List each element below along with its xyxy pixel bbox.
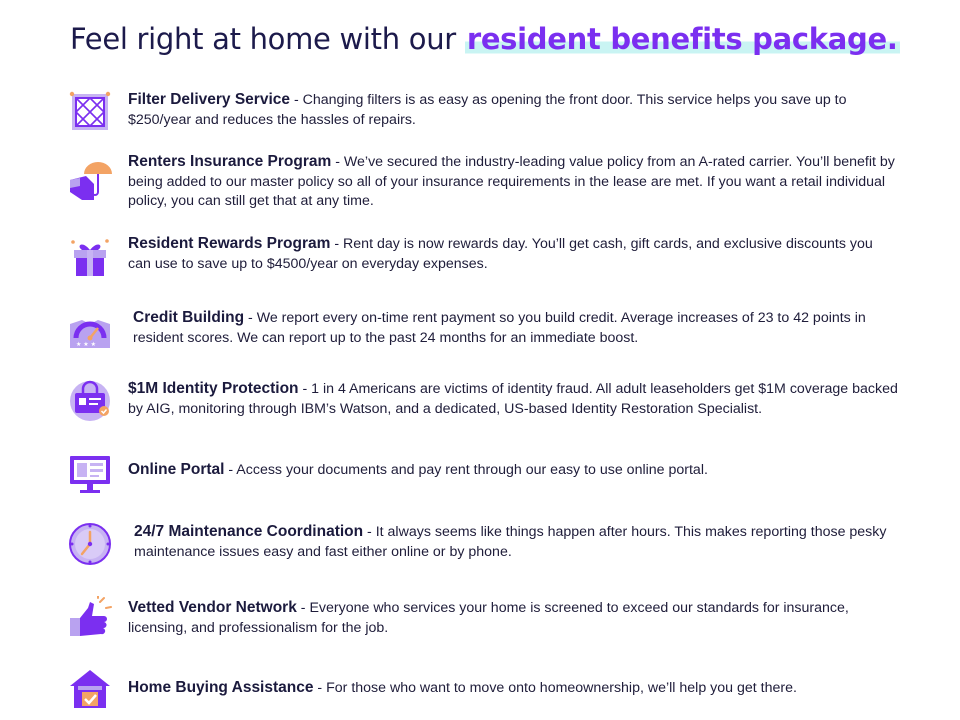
benefit-title: Renters Insurance Program xyxy=(128,153,332,170)
benefit-text: $1M Identity Protection - 1 in 4 Americans are victims of identity fraud. All adult leaseholders get $1M coverage backed by AIG, monitoring through IBM’s Watson, and a dedicated, US-based Identity Restoration Specialist. xyxy=(128,380,898,417)
benefit-title: 24/7 Maintenance Coordination xyxy=(134,523,364,540)
gift-icon xyxy=(68,236,112,280)
benefit-title: Credit Building xyxy=(133,309,245,326)
credit-gauge-icon xyxy=(68,310,112,354)
benefit-title: Resident Rewards Program xyxy=(128,235,331,252)
benefit-text: Renters Insurance Program - We’ve secured the industry-leading value policy from an A-rated carrier. You’ll benefit by being added to our master policy so all of your insurance requirements in the lease are met. If you want a retail individual policy, you can still get that at any time. xyxy=(128,153,895,209)
benefit-title: Filter Delivery Service xyxy=(128,91,290,108)
headline-lead: Feel right at home with our xyxy=(70,22,465,56)
headline-highlight: resident benefits package. xyxy=(466,22,898,56)
benefit-description: Rent day is now rewards day. You’ll get cash, gift cards, and exclusive discounts you can use to save up to $4500/year on everyday expenses. xyxy=(128,236,873,272)
svg-text:★ ★ ★: ★ ★ ★ xyxy=(76,341,96,348)
benefit-description: For those who want to move onto homeownership, we’ll help you get there. xyxy=(326,680,797,696)
benefit-description: 1 in 4 Americans are victims of identity fraud. All adult leaseholders get $1M coverage backed by AIG, monitoring through IBM’s Watson, and a dedicated, US-based Identity Restoration Specialist. xyxy=(128,381,898,417)
benefit-text: Home Buying Assistance - For those who want to move onto homeownership, we’ll help you get there. xyxy=(128,679,797,696)
benefit-text: Filter Delivery Service - Changing filters is as easy as opening the front door. This service helps you save up to $250/year and reduces the hassles of repairs. xyxy=(128,91,847,128)
clock-icon xyxy=(68,522,112,566)
benefit-title: Home Buying Assistance xyxy=(128,679,314,696)
benefit-description: Access your documents and pay rent through our easy to use online portal. xyxy=(236,462,708,478)
benefit-description: We’ve secured the industry-leading value policy from an A-rated carrier. You’ll benefit by being added to our master policy so all of your insurance requirements in the lease are met. If you want a retail individual policy, you can still get that at any time. xyxy=(128,154,895,209)
monitor-portal-icon xyxy=(68,452,112,496)
benefit-text: Credit Building - We report every on-time rent payment so you build credit. Average increases of 23 to 42 points in resident scores. We can report up to the past 24 months for an immediate boost. xyxy=(133,309,866,346)
benefit-title: $1M Identity Protection xyxy=(128,380,299,397)
page-headline xyxy=(70,22,900,56)
house-check-icon xyxy=(68,666,112,710)
benefit-description: Changing filters is as easy as opening the front door. This service helps you save up to $250/year and reduces the hassles of repairs. xyxy=(128,92,847,128)
benefit-description: Everyone who services your home is screened to exceed our standards for insurance, licensing, and professionalism for the job. xyxy=(128,600,849,636)
benefit-title: Vetted Vendor Network xyxy=(128,599,297,616)
benefit-text: 24/7 Maintenance Coordination - It always seems like things happen after hours. This makes reporting those pesky maintenance issues easy and fast either online or by phone. xyxy=(134,523,887,560)
thumbs-up-icon xyxy=(68,596,112,640)
identity-lock-icon xyxy=(68,379,112,423)
filter-icon xyxy=(68,90,112,134)
benefit-title: Online Portal xyxy=(128,461,225,478)
benefit-text: Vetted Vendor Network - Everyone who services your home is screened to exceed our standards for insurance, licensing, and professionalism for the job. xyxy=(128,599,849,636)
benefit-text: Online Portal - Access your documents and pay rent through our easy to use online portal. xyxy=(128,461,708,478)
umbrella-insurance-icon xyxy=(68,160,112,204)
benefit-description: We report every on-time rent payment so you build credit. Average increases of 23 to 42 points in resident scores. We can report up to the past 24 months for an immediate boost. xyxy=(133,310,866,346)
benefit-text: Resident Rewards Program - Rent day is now rewards day. You’ll get cash, gift cards, and exclusive discounts you can use to save up to $4500/year on everyday expenses. xyxy=(128,235,873,272)
benefit-description: It always seems like things happen after hours. This makes reporting those pesky maintenance issues easy and fast either online or by phone. xyxy=(134,524,887,560)
